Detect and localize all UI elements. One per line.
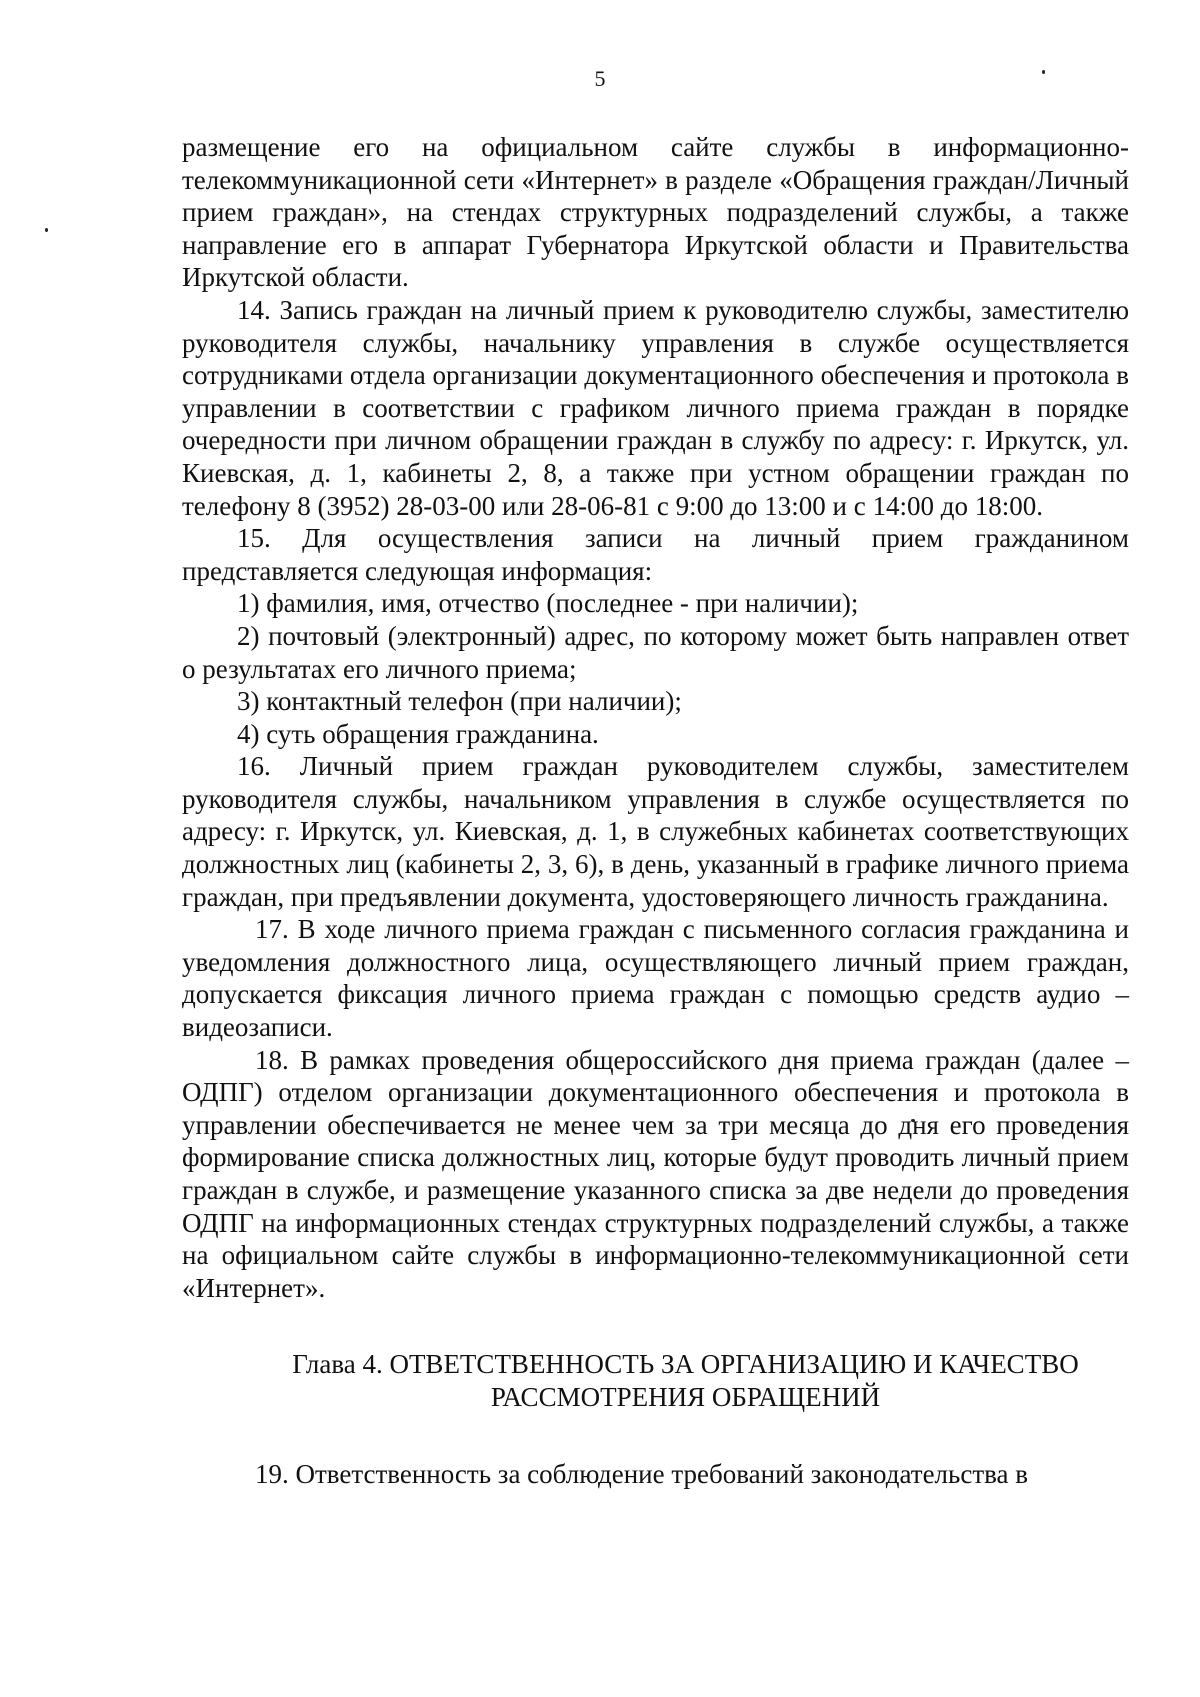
paragraph-19: 19. Ответственность за соблюдение требований законодательства в <box>255 1458 1028 1489</box>
chapter-heading-line-2: РАССМОТРЕНИЯ ОБРАЩЕНИЙ <box>490 1381 881 1412</box>
document-body <box>182 131 1129 1490</box>
chapter-heading <box>182 1348 1129 1413</box>
paragraph-17: 17. В ходе личного приема граждан с письменного согласия гражданина и уведомления должностного лица, осуществляющего личный прием граждан, допускается фиксация личного приема граждан с помощью средств аудио – видеозаписи. <box>182 914 1129 1043</box>
list-item-4: 4) суть обращения гражданина. <box>237 718 599 749</box>
scan-speck <box>45 228 48 232</box>
list-item-3: 3) контактный телефон (при наличии); <box>237 686 682 717</box>
paragraph-continuation: размещение его на официальном сайте службы в информационно-телекоммуникационной сети «Интернет» в разделе «Обращения граждан/Личный прием граждан», на стендах структурных подразделений службы, а также направление его в аппарат Губернатора Иркутской области и Правительства Иркутской области. <box>182 132 1129 293</box>
paragraph-18: 18. В рамках проведения общероссийского дня приема граждан (далее – ОДПГ) отделом организации документационного обеспечения и протокола в управлении обеспечивается не менее чем за три месяца до дня его проведения формирование списка должностных лиц, которые будут проводить личный прием граждан в службе, и размещение указанного списка за две недели до проведения ОДПГ на информационных стендах структурных подразделений службы, а также на официальном сайте службы в информационно-телекоммуникационной сети «Интернет». <box>182 1044 1129 1303</box>
page-number: 5 <box>594 66 606 91</box>
list-item-2: 2) почтовый (электронный) адрес, по которому может быть направлен ответ о результатах его личного приема; <box>182 620 1129 684</box>
list-item-1: 1) фамилия, имя, отчество (последнее - при наличии); <box>237 588 859 619</box>
chapter-heading-line-1: Глава 4. ОТВЕТСТВЕННОСТЬ ЗА ОРГАНИЗАЦИЮ И КАЧЕСТВО <box>292 1349 1079 1380</box>
paragraph-14: 14. Запись граждан на личный прием к руководителю службы, заместителю руководителя службы, начальнику управления в службе осуществляется сотрудниками отдела организации документационного обеспечения и протокола в управлении в соответствии с графиком личного приема граждан в порядке очередности при личном обращении граждан в службу по адресу: г. Иркутск, ул. Киевская, д. 1, кабинеты 2, 8, а также при устном обращении граждан по телефону 8 (3952) 28-03-00 или 28-06-81 с 9:00 до 13:00 и с 14:00 до 18:00. <box>182 294 1129 521</box>
paragraph-16: 16. Личный прием граждан руководителем службы, заместителем руководителя службы, начальником управления в службе осуществляется по адресу: г. Иркутск, ул. Киевская, д. 1, в служебных кабинетах соответствующих должностных лиц (кабинеты 2, 3, 6), в день, указанный в графике личного приема граждан, при предъявлении документа, удостоверяющего личность гражданина. <box>182 751 1129 912</box>
paragraph-15: 15. Для осуществления записи на личный прием гражданином представляется следующая информация: <box>182 523 1129 586</box>
scan-speck <box>1042 70 1045 74</box>
